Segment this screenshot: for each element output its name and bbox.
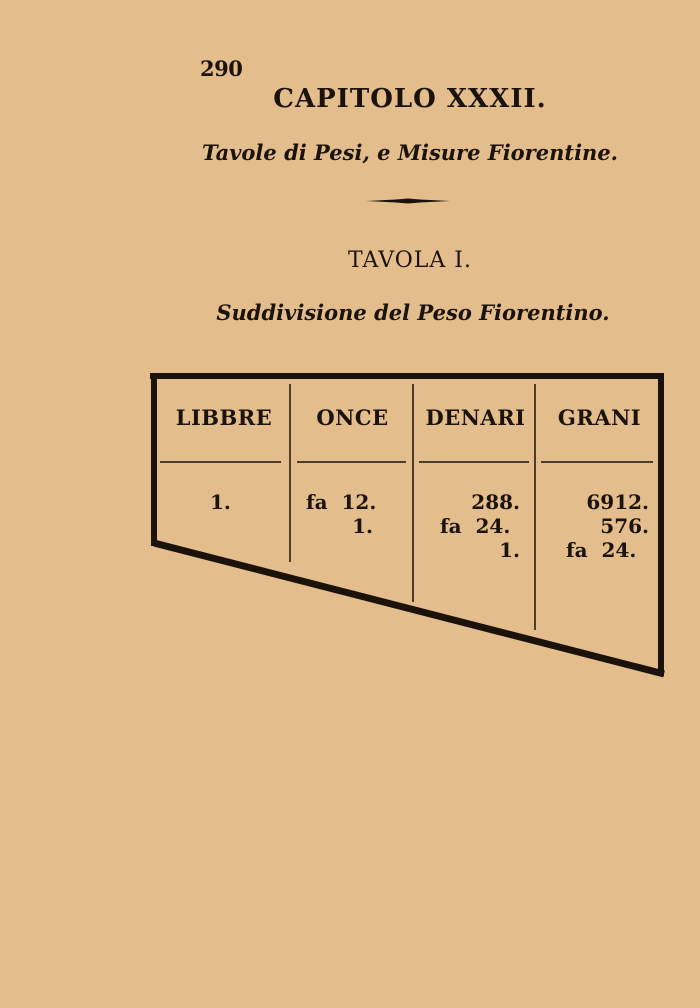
cell-grani: fa 24.	[566, 538, 637, 562]
column-header-denari: DENARI	[425, 405, 526, 430]
table-title: TAVOLA I.	[348, 248, 472, 273]
column-header-grani: GRANI	[557, 405, 642, 430]
cell-grani: 576.	[600, 514, 649, 538]
cell-grani: 6912.	[586, 490, 649, 514]
column-header-libbre: LIBBRE	[175, 405, 273, 430]
table-subtitle: Suddivisione del Peso Fiorentino.	[216, 300, 610, 325]
chapter-title: CAPITOLO XXXII.	[273, 84, 547, 114]
table-diagonal-border	[154, 543, 664, 674]
cell-denari: 1.	[499, 538, 520, 562]
cell-denari: 288.	[471, 490, 520, 514]
cell-once: fa 12.	[306, 490, 377, 514]
cell-denari: fa 24.	[440, 514, 511, 538]
page-number: 290	[200, 56, 243, 81]
column-header-once: ONCE	[316, 405, 389, 430]
cell-once: 1.	[352, 514, 373, 538]
cell-libbre: 1.	[210, 490, 231, 514]
chapter-subtitle: Tavole di Pesi, e Misure Fiorentine.	[202, 140, 618, 165]
